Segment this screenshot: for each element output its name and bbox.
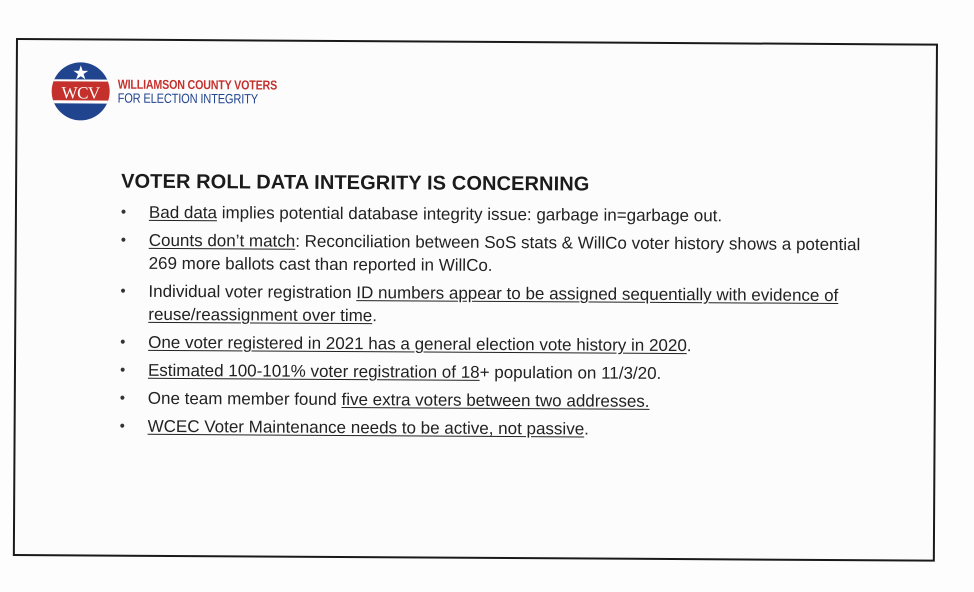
wcv-seal-icon xyxy=(49,60,111,122)
bullet-item: • Individual voter registration ID numbers appear to be assigned sequentially with evidence of reuse/reassignment over time. xyxy=(120,280,860,331)
slide-title: VOTER ROLL DATA INTEGRITY IS CONCERNING xyxy=(121,170,590,196)
organization-logo xyxy=(49,60,312,124)
bullet-list xyxy=(120,201,861,448)
slide xyxy=(13,38,938,562)
org-name-line2: FOR ELECTION INTEGRITY xyxy=(117,90,259,107)
bullet-item: • One team member found five extra voters between two addresses. xyxy=(120,387,860,415)
bullet-item: • WCEC Voter Maintenance needs to be active, not passive. xyxy=(120,415,860,443)
bullet-item: • Estimated 100-101% voter registration of 18+ population on 11/3/20. xyxy=(120,359,860,387)
org-name-line1: WILLIAMSON COUNTY VOTERS xyxy=(117,76,278,93)
bullet-item: • One voter registered in 2021 has a general election vote history in 2020. xyxy=(120,331,860,359)
bullet-item: • Counts don’t match: Reconciliation between SoS stats & WillCo voter history shows a potential 269 more ballots cast than reported in WillCo. xyxy=(121,229,861,280)
bullet-item: • Bad data implies potential database integrity issue: garbage in=garbage out. xyxy=(121,201,861,229)
logo-abbreviation: WCV xyxy=(61,83,100,103)
